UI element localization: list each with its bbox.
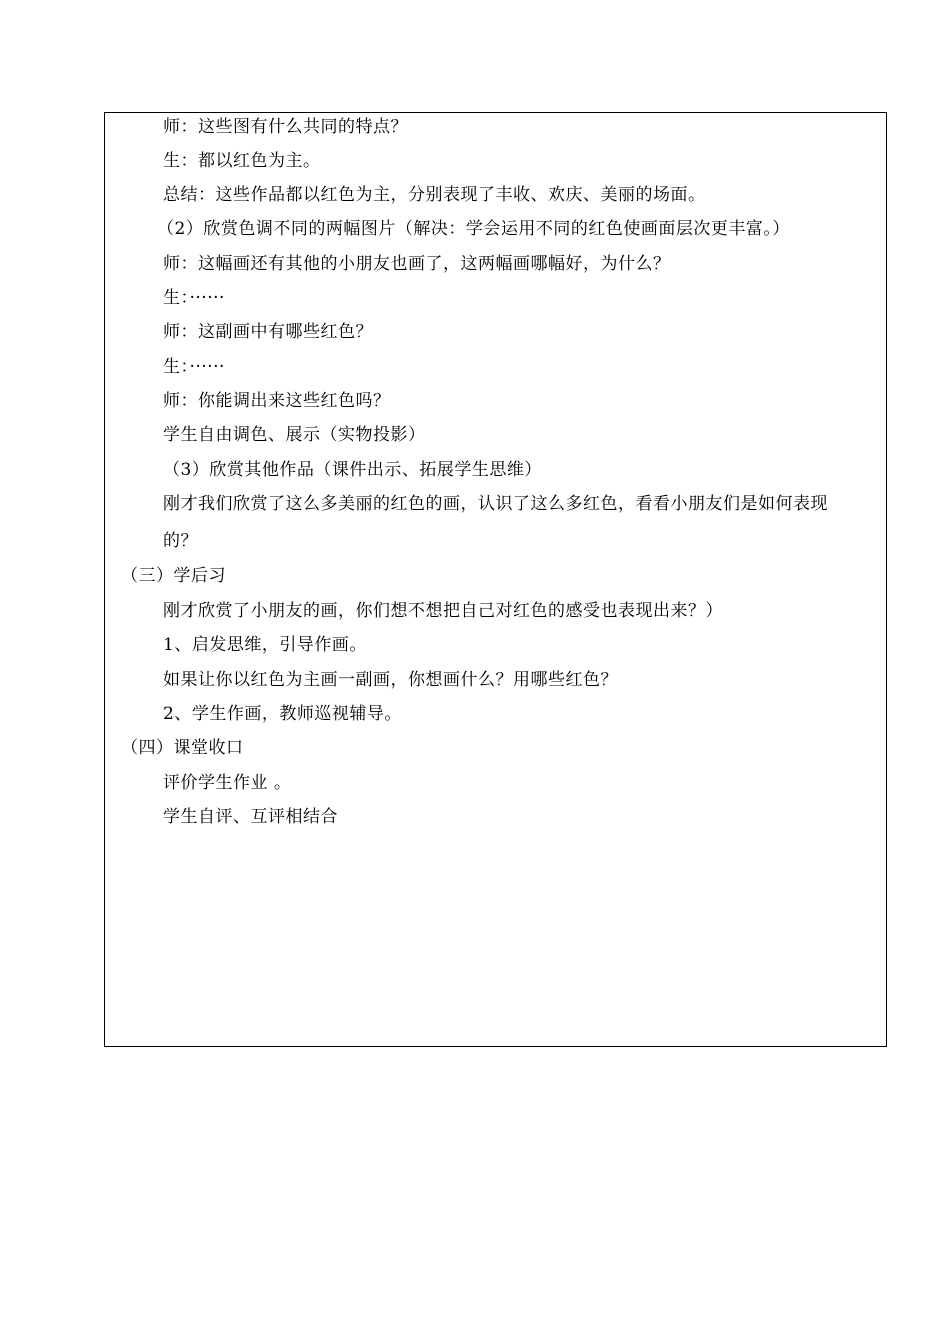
text-line-7: 师：这副画中有哪些红色？ xyxy=(163,322,373,342)
text-line-2: 生：都以红色为主。 xyxy=(163,151,321,171)
text-line-5: 师：这幅画还有其他的小朋友也画了，这两幅画哪幅好，为什么？ xyxy=(163,254,671,274)
text-line-6: 生：······ xyxy=(163,288,225,308)
text-line-1: 师：这些图有什么共同的特点？ xyxy=(163,117,408,137)
text-line-21: 学生自评、互评相结合 xyxy=(163,807,338,827)
text-line-9: 师：你能调出来这些红色吗？ xyxy=(163,391,391,411)
text-line-11: （3）欣赏其他作品（课件出示、拓展学生思维） xyxy=(163,460,542,480)
text-line-18: 2、学生作画，教师巡视辅导。 xyxy=(163,704,402,724)
section-heading-4: （四）课堂收口 xyxy=(121,738,244,758)
text-line-12: 刚才我们欣赏了这么多美丽的红色的画，认识了这么多红色，看看小朋友们是如何表现 xyxy=(163,494,828,514)
text-line-4: （2）欣赏色调不同的两幅图片（解决：学会运用不同的红色使画面层次更丰富。） xyxy=(157,219,790,239)
text-line-20: 评价学生作业 。 xyxy=(163,773,292,793)
text-line-10: 学生自由调色、展示（实物投影） xyxy=(163,425,426,445)
text-line-8: 生：······ xyxy=(163,357,225,377)
text-line-3: 总结：这些作品都以红色为主，分别表现了丰收、欢庆、美丽的场面。 xyxy=(163,185,706,205)
lesson-plan-table-cell xyxy=(104,112,887,1047)
text-line-17: 如果让你以红色为主画一副画，你想画什么？用哪些红色？ xyxy=(163,670,618,690)
text-line-13: 的？ xyxy=(163,531,198,551)
text-line-15: 刚才欣赏了小朋友的画，你们想不想把自己对红色的感受也表现出来？） xyxy=(163,601,723,621)
section-heading-3: （三）学后习 xyxy=(121,566,226,586)
text-line-16: 1、启发思维，引导作画。 xyxy=(163,635,367,655)
